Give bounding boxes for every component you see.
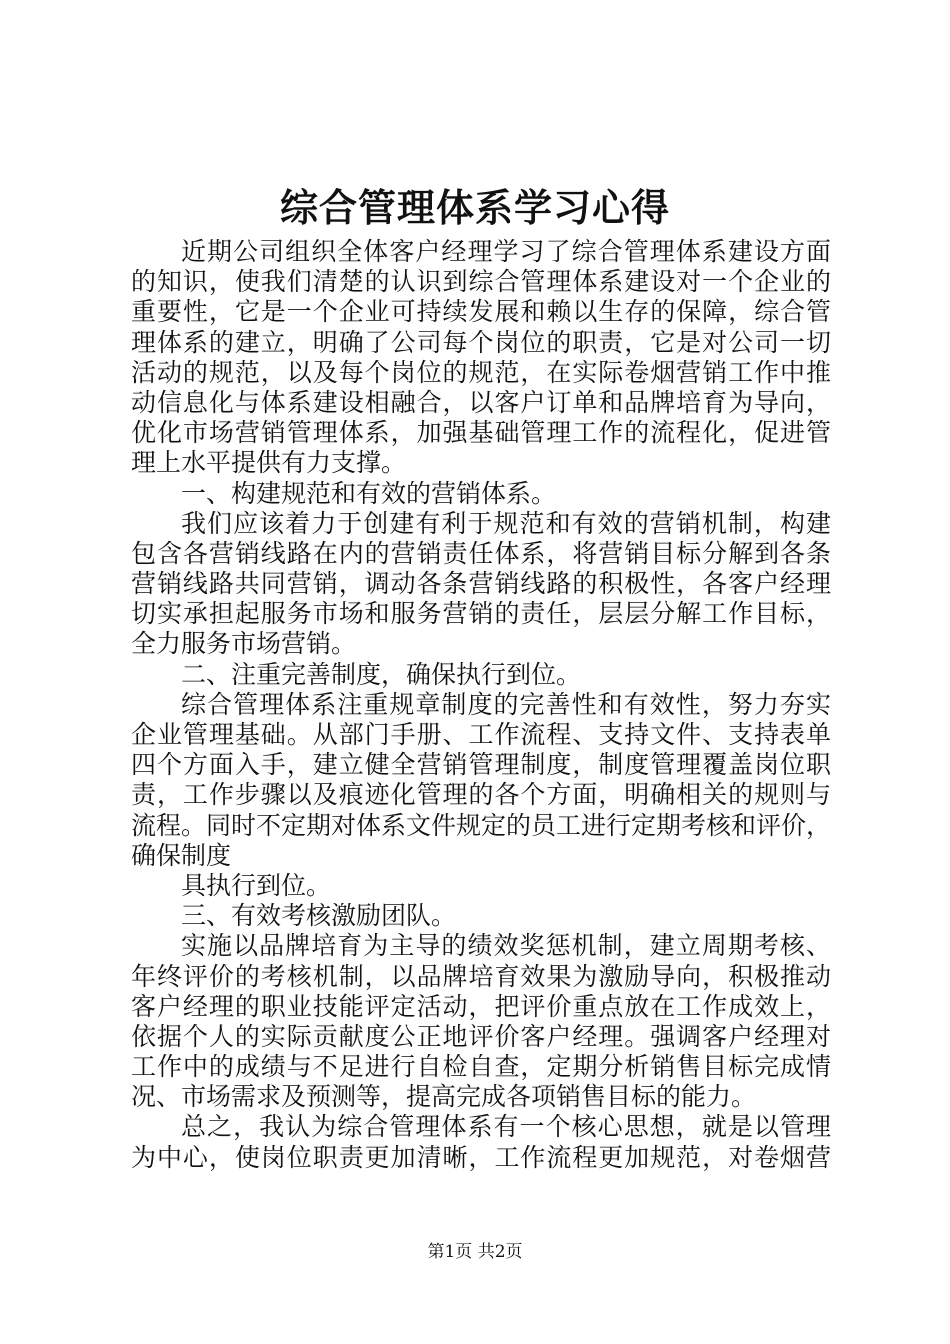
- text-line: 况、市场需求及预测等，提高完成各项销售目标的能力。: [131, 1082, 757, 1112]
- document-title: 综合管理体系学习心得: [279, 185, 670, 230]
- text-line: 重要性，它是一个企业可持续发展和赖以生存的保障，综合管: [131, 297, 831, 327]
- text-line: 具执行到位。: [181, 870, 332, 900]
- text-line: 活动的规范，以及每个岗位的规范，在实际卷烟营销工作中推: [131, 357, 831, 387]
- text-line: 的知识，使我们清楚的认识到综合管理体系建设对一个企业的: [131, 267, 831, 297]
- page-footer: 第1页 共2页: [427, 1242, 523, 1262]
- text-line: 优化市场营销管理体系，加强基础管理工作的流程化，促进管: [131, 418, 831, 448]
- text-line: 依据个人的实际贡献度公正地评价客户经理。强调客户经理对: [131, 1021, 831, 1051]
- text-line: 动信息化与体系建设相融合，以客户订单和品牌培育为导向，: [131, 387, 831, 417]
- text-line: 二、注重完善制度，确保执行到位。: [181, 659, 582, 689]
- text-line: 我们应该着力于创建有利于规范和有效的营销机制，构建: [181, 508, 831, 538]
- text-line: 流程。同时不定期对体系文件规定的员工进行定期考核和评价，: [131, 810, 832, 840]
- text-line: 四个方面入手，建立健全营销管理制度，制度管理覆盖岗位职: [131, 750, 831, 780]
- text-line: 一、构建规范和有效的营销体系。: [181, 478, 557, 508]
- text-line: 三、有效考核激励团队。: [181, 901, 457, 931]
- text-line: 实施以品牌培育为主导的绩效奖惩机制，建立周期考核、: [181, 931, 831, 961]
- text-line: 为中心，使岗位职责更加清晰，工作流程更加规范，对卷烟营: [131, 1142, 831, 1172]
- text-line: 年终评价的考核机制，以品牌培育效果为激励导向，积极推动: [131, 961, 831, 991]
- text-line: 近期公司组织全体客户经理学习了综合管理体系建设方面: [181, 237, 831, 266]
- text-line: 总之，我认为综合管理体系有一个核心思想，就是以管理: [181, 1112, 831, 1142]
- text-line: 包含各营销线路在内的营销责任体系，将营销目标分解到各条: [131, 538, 831, 568]
- text-line: 确保制度: [131, 840, 232, 870]
- text-line: 理体系的建立，明确了公司每个岗位的职责，它是对公司一切: [131, 327, 831, 357]
- document-body: [131, 237, 831, 1173]
- text-line: 客户经理的职业技能评定活动，把评价重点放在工作成效上，: [131, 991, 831, 1021]
- text-line: 全力服务市场营销。: [131, 629, 357, 659]
- text-line: 责，工作步骤以及痕迹化管理的各个方面，明确相关的规则与: [131, 780, 831, 810]
- text-line: 综合管理体系注重规章制度的完善性和有效性，努力夯实: [181, 689, 831, 719]
- text-line: 企业管理基础。从部门手册、工作流程、支持文件、支持表单: [131, 720, 831, 749]
- text-line: 营销线路共同营销，调动各条营销线路的积极性，各客户经理: [131, 569, 831, 599]
- text-line: 切实承担起服务市场和服务营销的责任，层层分解工作目标，: [131, 599, 831, 629]
- text-line: 工作中的成绩与不足进行自检自查，定期分析销售目标完成情: [131, 1052, 831, 1082]
- text-line: 理上水平提供有力支撑。: [131, 448, 407, 478]
